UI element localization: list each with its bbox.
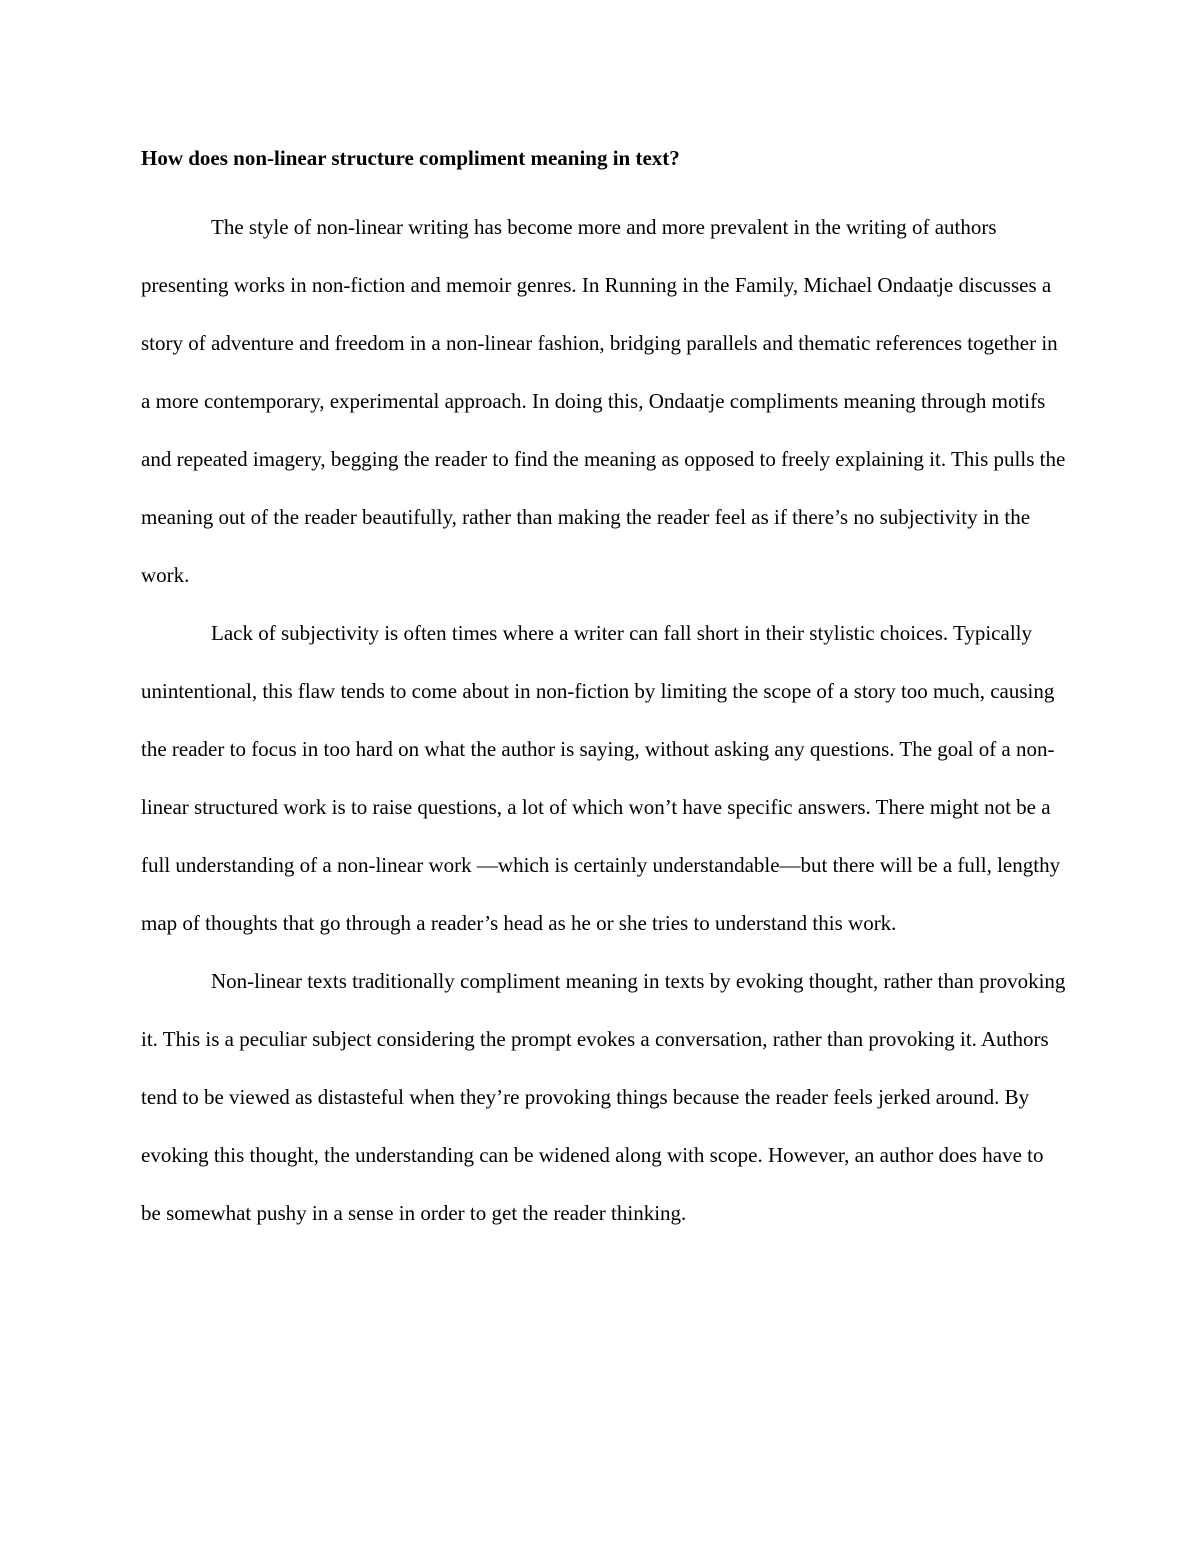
paragraph-1: The style of non-linear writing has become more and more prevalent in the writing of authors presenting works in non-fiction and memoir genres. In Running in the Family, Michael Ondaatje discusses a story of adventure and freedom in a non-linear fashion, bridging parallels and thematic references together in a more contemporary, experimental approach. In doing this, Ondaatje compliments meaning through motifs and repeated imagery, begging the reader to find the meaning as opposed to freely explaining it. This pulls the meaning out of the reader beautifully, rather than making the reader feel as if there’s no subjectivity in the work.	[141, 215, 1066, 587]
paragraph-3: Non-linear texts traditionally compliment meaning in texts by evoking thought, rather than provoking it. This is a peculiar subject considering the prompt evokes a conversation, rather than provoking it. Authors tend to be viewed as distasteful when they’re provoking things because the reader feels jerked around. By evoking this thought, the understanding can be widened along with scope. However, an author does have to be somewhat pushy in a sense in order to get the reader thinking.	[141, 969, 1066, 1225]
document-title: How does non-linear structure compliment meaning in text?	[141, 146, 680, 170]
paragraph-2: Lack of subjectivity is often times where a writer can fall short in their stylistic choices. Typically unintentional, this flaw tends to come about in non-fiction by limiting the scope of a story too much, causing the reader to focus in too hard on what the author is saying, without asking any questions. The goal of a non-linear structured work is to raise questions, a lot of which won’t have specific answers. There might not be a full understanding of a non-linear work —which is certainly understandable—but there will be a full, lengthy map of thoughts that go through a reader’s head as he or she tries to understand this work.	[141, 621, 1061, 935]
document-body	[141, 140, 1066, 1242]
